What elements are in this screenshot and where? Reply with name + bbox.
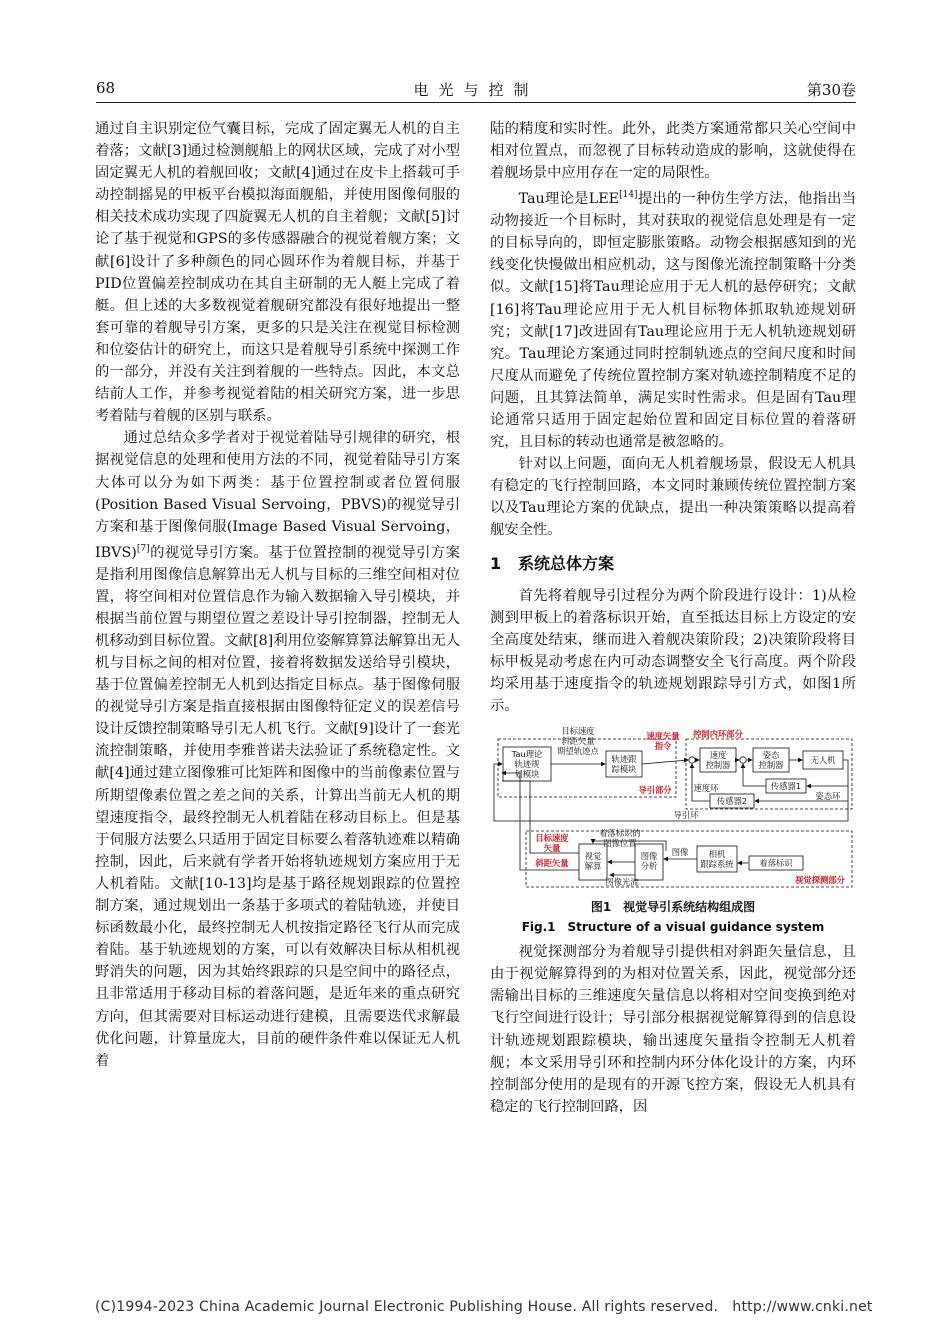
speed-cmd-label: 速度矢量: [646, 731, 680, 742]
svg-text:跟踪系统: 跟踪系统: [700, 859, 734, 870]
section-title: 系统总体方案: [518, 553, 615, 573]
tracking-module-label: 轨迹跟: [611, 754, 637, 765]
paragraph: Tau理论是LEE[14]提出的一种仿生学方法，他指出当动物接近一个目标时，其对获取的视觉信息处理是有一定的目标导向的，即恒定膨胀策略。动物会根据感知到的光线变化快慢做出相应机动，这与图像光流控制策略十分类似。文献[15]将Tau理论应用于无人机的悬停研究；文献[16]将Tau理论应用于无人机目标物体抓取轨迹规划研究；文献[17]改进固有Tau理论应用于无人机轨迹规划研究。Tau理论方案通过同时控制轨迹点的空间尺度和时间尺度从而避免了传统位置控制方案对轨迹控制精度不足的问题，且其算法简单，满足实时性需求。但是固有Tau理论通常只适用于固定起始位置和固定目标位置的着落研究，且目标的转动也通常是被忽略的。: [490, 190, 856, 451]
citation: [14]: [619, 190, 638, 201]
guidance-part-label: 导引部分: [638, 785, 672, 796]
uav-label: 无人机: [810, 755, 836, 766]
page-header: [96, 76, 856, 103]
image-analysis-label: 图像: [640, 851, 658, 862]
copyright-footer: (C)1994-2023 China Academic Journal Electronic Publishing House. All rights reserved. http://www.cnki.net: [95, 1299, 873, 1315]
svg-text:期望轨迹点: 期望轨迹点: [557, 746, 599, 757]
paragraph: 陆的精度和实时性。此外，此类方案通常都只关心空间中相对位置点，而忽视了目标转动造成的影响，这就使得在着舰场景中应用存在一定的局限性。: [490, 121, 856, 182]
svg-text:解算: 解算: [584, 861, 602, 872]
system-structure-diagram: [490, 725, 856, 893]
attitude-loop-label: 姿态环: [815, 791, 841, 802]
sensor1-label: 传感器1: [770, 781, 802, 792]
paragraph: 首先将着舰导引过程分为两个阶段进行设计：1)从检测到甲板上的着落标识开始，直至抵达目标上方设定的安全高度处结束，继而进入着舰决策阶段；2)决策阶段将目标甲板晃动考虑在内可动态调整安全飞行高度。两个阶段均采用基于速度指令的轨迹规划跟踪导引方式，如图1所示。: [490, 587, 856, 715]
speed-controller-label: 速度: [709, 750, 727, 761]
paragraph: 视觉探测部分为着舰导引提供相对斜距矢量信息，且由于视觉解算得到的为相对位置关系，因此，视觉部分还需输出目标的三维速度矢量信息以将相对空间变换到绝对飞行空间进行设计；导引部分根据视觉解算得到的信息设计轨迹规划跟踪模块，输出速度矢量指令控制无人机着舰；本文采用导引环和控制内环分体化设计的方案，内环控制部分使用的是现有的开源飞控方案，假设无人机具有稳定的飞行控制回路，因: [490, 944, 856, 1115]
svg-text:划模块: 划模块: [514, 769, 540, 780]
paragraph: 针对以上问题，面向无人机着舰场景，假设无人机具有稳定的飞行控制回路，本文同时兼顾传统位置控制方案以及Tau理论方案的优缺点，提出一种决策策略以提高着舰安全性。: [490, 456, 856, 539]
svg-text:控制器: 控制器: [705, 760, 731, 771]
control-inner-label: 控制内环部分: [693, 729, 743, 740]
page-number: 68: [96, 79, 116, 97]
figure-caption-cn: 图1 视觉导引系统结构组成图: [590, 900, 756, 915]
visual-detection-label: 视觉探测部分: [795, 875, 845, 886]
figure-caption-en: Fig.1 Structure of a visual guidance system: [521, 920, 825, 935]
journal-title: 电光与控制: [413, 81, 539, 99]
svg-text:控制器: 控制器: [758, 760, 784, 771]
volume-label: 第30卷: [806, 81, 856, 99]
guidance-loop-label: 导引环: [673, 810, 699, 821]
svg-text:分析: 分析: [640, 861, 658, 872]
attitude-controller-label: 姿态: [762, 750, 780, 761]
svg-text:图像位置: 图像位置: [603, 838, 637, 849]
camera-tracking-label: 相机: [708, 849, 726, 860]
tau-module-label: Tau理论: [511, 749, 543, 760]
sum-junction: [740, 757, 746, 763]
target-speed-vec-label: 目标速度: [535, 833, 569, 844]
figure-1: [490, 725, 856, 893]
paragraph: 通过自主识别定位气囊目标，完成了固定翼无人机的自主着落；文献[3]通过检测舰船上的网状区域，完成了对小型固定翼无人机的着舰回收；文献[4]通过在皮卡上搭载可手动控制摇晃的甲板平台模拟海面舰船，并使用图像伺服的相关技术成功实现了四旋翼无人机的自主着舰；文献[5]讨论了基于视觉和GPS的多传感器融合的视觉着舰方案；文献[6]设计了多种颜色的同心圆环作为着舰目标，并基于PID位置偏差控制成功在其自主研制的无人艇上完成了着艇。但上述的大多数视觉着舰研究都没有很好地提出一整套可靠的着舰导引方案，更多的只是关注在视觉目标检测和位姿估计的研究上，而这只是着舰导引系统中探测工作的一部分，并没有关注到着舰的一些特点。因此，本文总结前人工作，并参考视觉着陆的相关研究方案，进一步思考着陆与着舰的区别与联系。: [95, 121, 460, 425]
inputs-label: 目标速度: [561, 726, 595, 737]
sensor2-label: 传感器2: [716, 796, 748, 807]
sum-junction: [689, 757, 695, 763]
marker-pos-label: 着落标识的: [599, 828, 641, 839]
section-heading: [490, 553, 856, 575]
slant-vec-label: 斜距矢量: [535, 858, 569, 869]
svg-text:指令: 指令: [654, 741, 672, 752]
speed-loop-label: 速度环: [693, 783, 719, 794]
visual-solve-label: 视觉: [584, 851, 602, 862]
right-column: [490, 118, 856, 1118]
image-flow-label: 图像光流: [605, 877, 639, 888]
svg-text:斜距矢量: 斜距矢量: [561, 736, 595, 747]
left-column: [95, 118, 460, 1072]
image-label: 图像: [671, 847, 689, 858]
svg-text:踪模块: 踪模块: [611, 764, 637, 775]
landing-marker-label: 着落标识: [759, 858, 793, 869]
citation: [7]: [136, 543, 150, 554]
svg-text:轨迹规: 轨迹规: [514, 759, 540, 770]
svg-text:矢量: 矢量: [543, 843, 561, 854]
paragraph: 通过总结众多学者对于视觉着陆导引规律的研究，根据视觉信息的处理和使用方法的不同，视觉着陆导引方案大体可以分为如下两类：基于位置控制或者位置伺服(Position Based Visual Servoing，PBVS)的视觉导引方案和基于图像伺服(Image Based Visual Servoing，IBVS)[7]的视觉导引方案。基于位置控制的视觉导引方案是指利用图像信息解算出无人机与目标的三维空间相对位置，将空间相对位置信息作为输入数据输入导引模块，并根据当前位置与期望位置之差设计导引控制器，控制无人机移动到目标位置。文献[8]利用位姿解算算法解算出无人机与目标之间的相对位置，接着将数据发送给导引模块，基于位置偏差控制无人机到达指定目标点。基于图像伺服的视觉导引方案是指直接根据由图像特征定义的误差信号设计反馈控制策略导引无人机飞行。文献[9]设计了一套光流控制策略，并使用李雅普诺夫法验证了系统稳定性。文献[4]通过建立图像雅可比矩阵和图像中的当前像素位置与所期望像素位置之差之间的关系，计算出当前无人机的期望速度指令，最终控制无人机着陆在移动目标上。但是基于伺服方法要么只适用于固定目标要么着落轨迹难以精确控制，因此，后来就有学者开始将轨迹规划方案应用于无人机着陆。文献[10-13]均是基于路径规划跟踪的位置控制方案，通过规划出一条基于多项式的着陆轨迹，并使目标函数最小化，最终控制无人机按指定路径飞行从而完成着陆。基于轨迹规划的方案，可以有效解决目标从相机视野消失的问题，因为其始终跟踪的只是空间中的路径点，且非常适用于移动目标的着落问题，是近年来的重点研究方向，但其需要对目标运动进行建模，且需要迭代求解最优化问题，计算量庞大，目前的硬件条件难以保证无人机着: [95, 430, 460, 1069]
section-number: 1: [490, 553, 502, 573]
